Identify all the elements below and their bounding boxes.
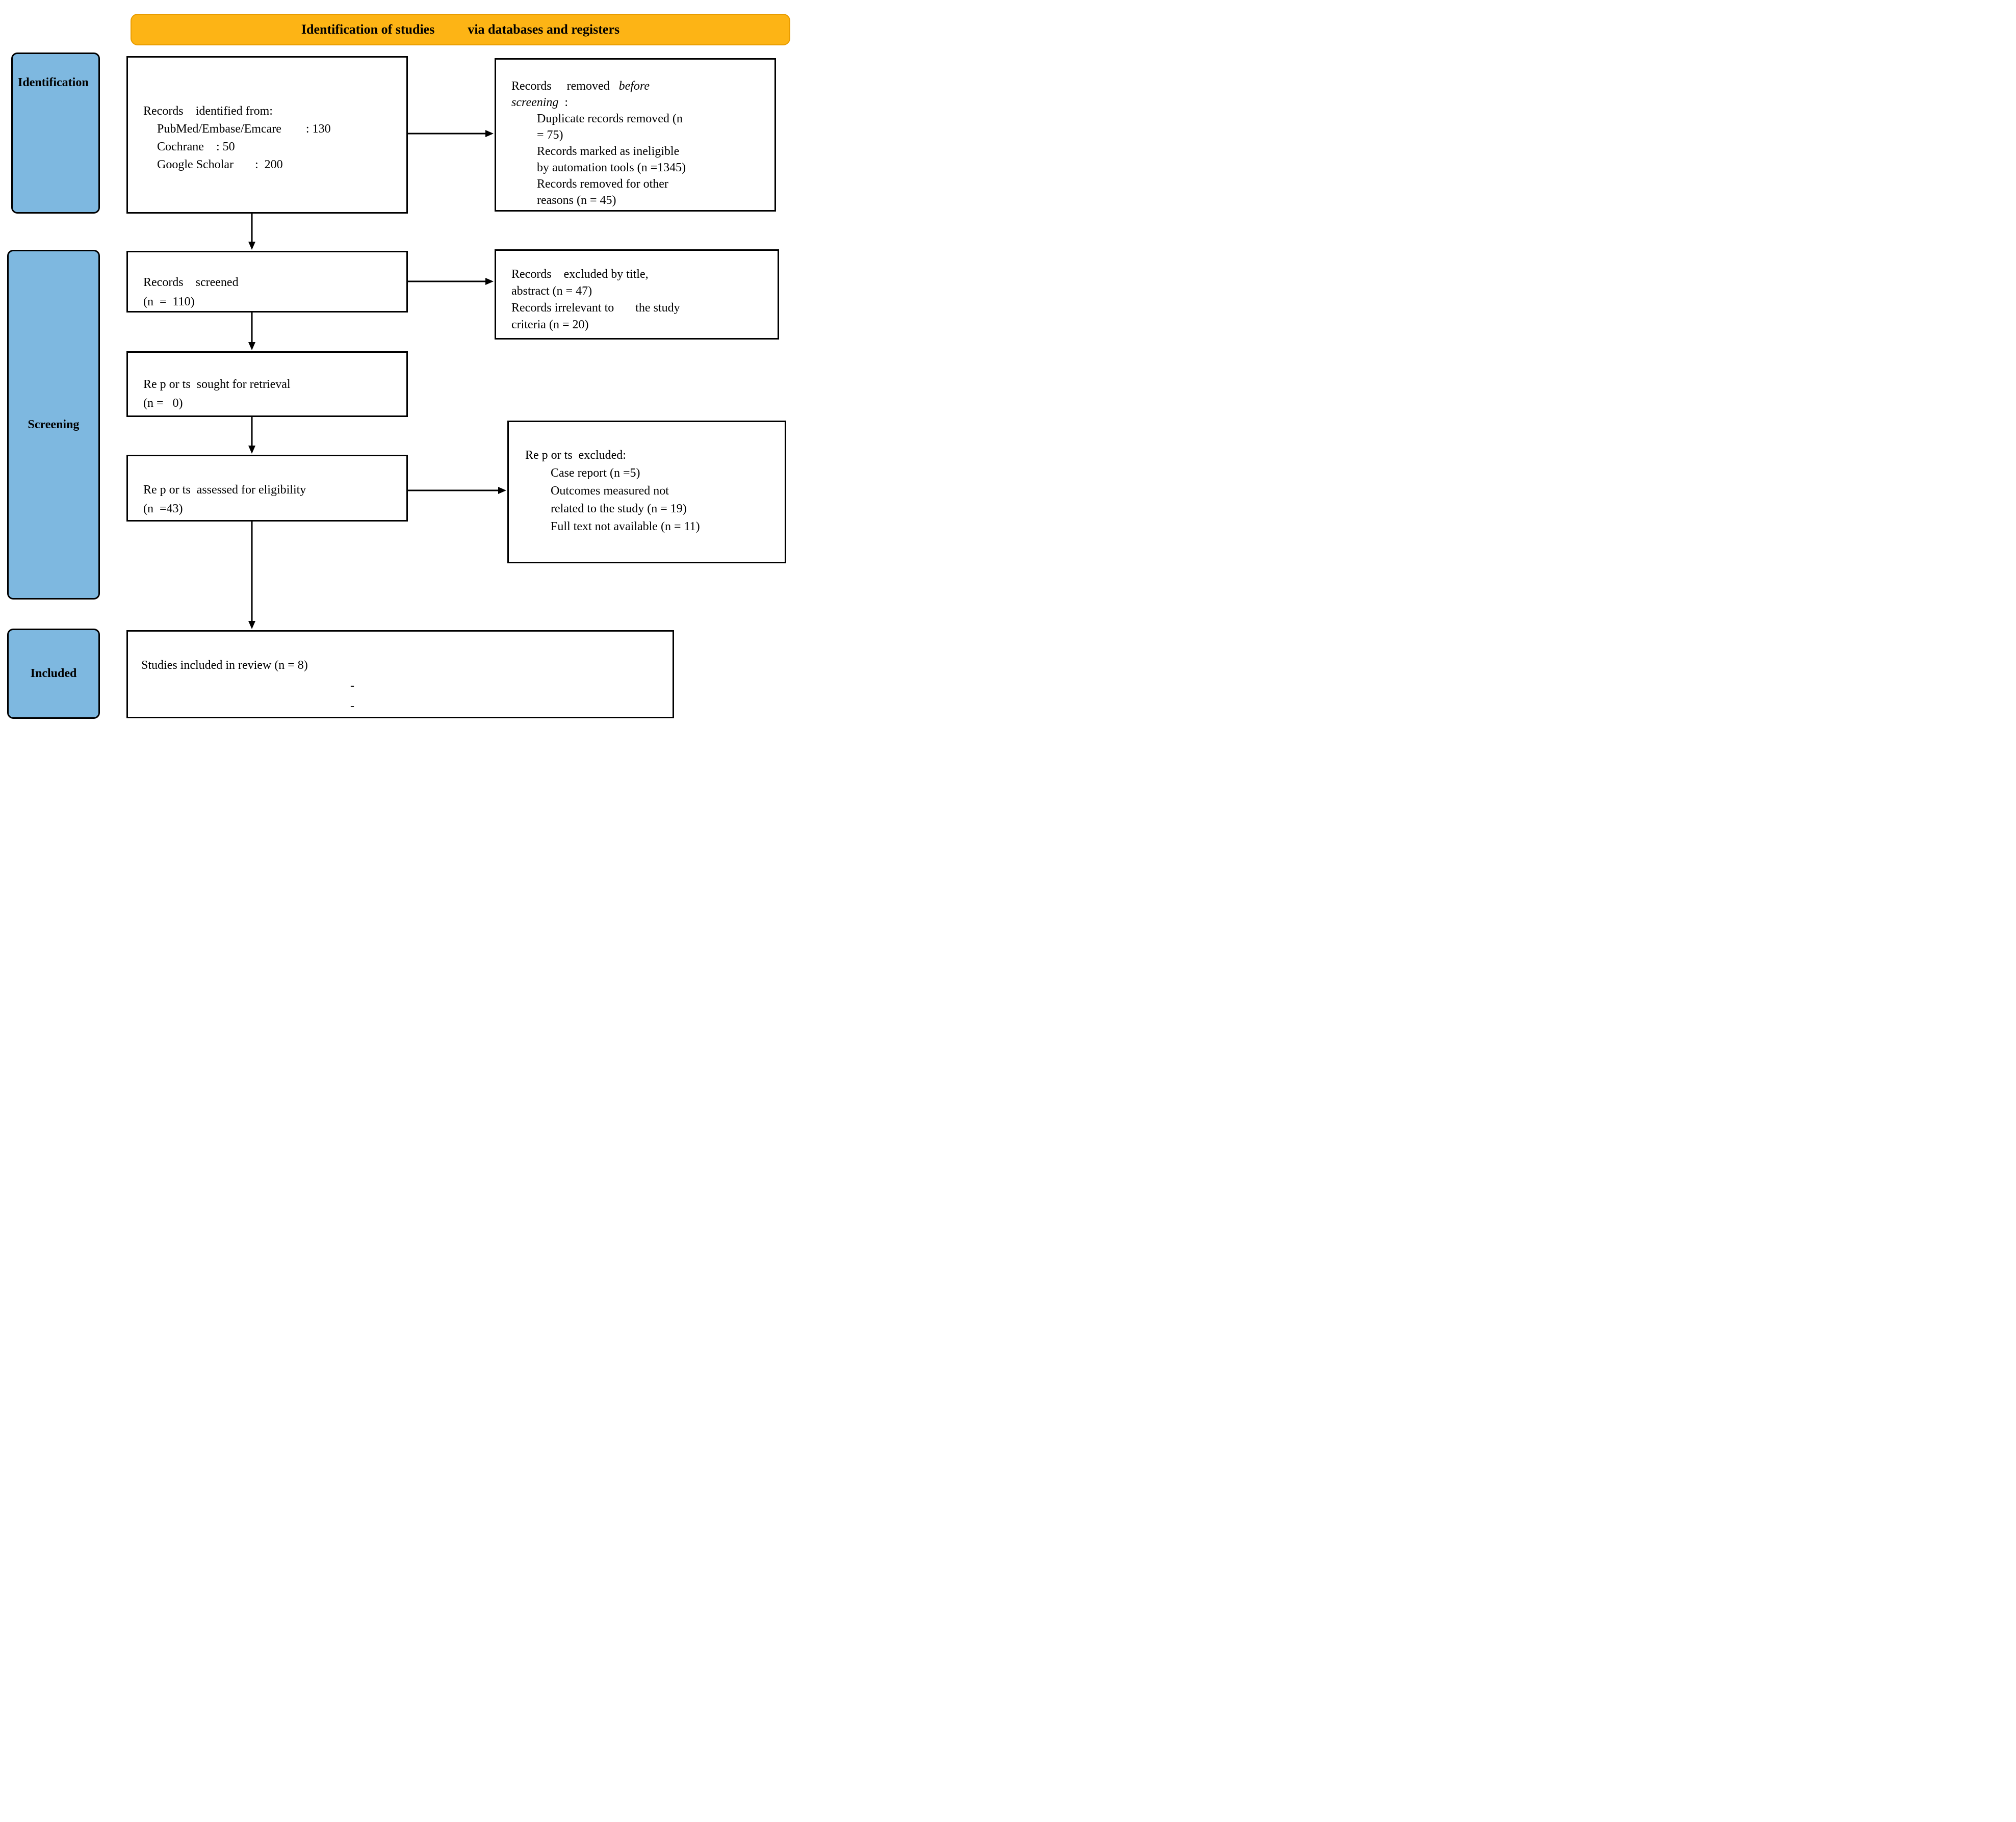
text-line: related to the study (n = 19) [551,502,687,515]
text-line: Re p or ts sought for retrieval [143,378,291,391]
records-removed-box [495,58,776,212]
text-line: Studies included in review (n = 8) [141,659,308,672]
text-line: PubMed/Embase/Emcare : 130 [157,122,331,136]
text-line: Cochrane : 50 [157,140,235,153]
text-line: (n = 0) [143,397,183,410]
stage-label-screening [7,250,100,600]
studies-included-box [126,630,674,718]
text-line: abstract (n = 47) [511,284,592,298]
text-line: Google Scholar : 200 [157,158,283,171]
text-line: Records screened [143,276,239,289]
reports-sought-box [126,351,408,417]
banner-title: Identification of studies via databases and registers [301,22,620,37]
reports-excluded-box [507,421,786,563]
reports-assessed-box [126,455,408,522]
records-identified-box [126,56,408,214]
prisma-flow-diagram [0,0,807,729]
text-line: Records irrelevant to the study [511,301,680,315]
text-line: Case report (n =5) [551,466,640,480]
stage-included-text: Included [30,667,77,680]
text-line: Re p or ts assessed for eligibility [143,483,306,497]
text-line: by automation tools (n =1345) [537,161,686,174]
text-line: Duplicate records removed (n [537,112,683,125]
text-line: Outcomes measured not [551,484,669,498]
text-line: (n =43) [143,502,183,515]
text-line: reasons (n = 45) [537,194,616,207]
stage-label-identification [11,53,100,214]
text-line: Records removed for other [537,177,668,191]
text-line: Records excluded by title, [511,268,649,281]
text-line: criteria (n = 20) [511,318,589,331]
text-line: Records removed before [511,80,650,93]
records-excluded-box [495,249,779,340]
text-line: Records identified from: [143,105,273,118]
text-line: Re p or ts excluded: [525,449,626,462]
text-line: (n = 110) [143,295,195,308]
banner [131,14,790,45]
text-line: - [350,699,354,713]
text-line: Records marked as ineligible [537,145,680,158]
records-screened-box [126,251,408,313]
text-line: = 75) [537,128,563,142]
stage-label-included [7,629,100,719]
text-line: Full text not available (n = 11) [551,520,700,533]
text-line: screening : [511,96,568,109]
stage-screening-text: Screening [28,418,80,431]
text-line: - [350,679,354,692]
stage-identification-text: Identification [18,76,89,89]
